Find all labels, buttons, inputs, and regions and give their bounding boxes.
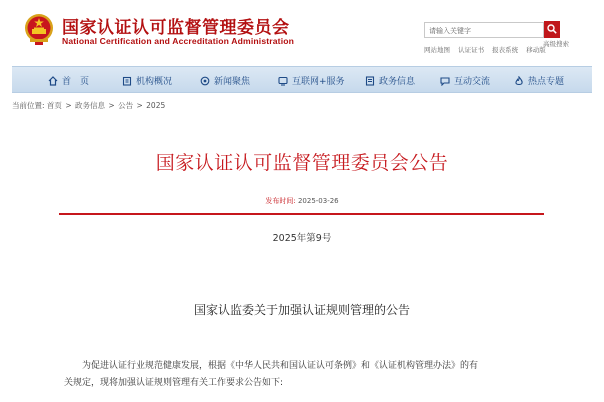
national-emblem-icon[interactable] [23, 12, 55, 46]
nav-item-gov-info[interactable]: 政务信息 [365, 67, 415, 94]
title-divider [59, 213, 544, 215]
hot-topic-icon [514, 76, 524, 86]
breadcrumb-separator: > [136, 101, 143, 110]
building-icon [122, 76, 132, 86]
org-name-en[interactable]: National Certification and Accreditation Administration [62, 36, 295, 46]
article-paragraph [64, 358, 542, 392]
news-icon [200, 76, 210, 86]
publish-date [0, 196, 604, 206]
publish-date-value: 2025-03-26 [297, 197, 339, 205]
site-header [0, 0, 604, 62]
breadcrumb [12, 100, 165, 111]
main-nav [12, 66, 592, 93]
nav-item-services[interactable]: 互联网+服务 [278, 67, 345, 94]
paragraph-line: 关规定，现将加强认证规则管理有关工作要求公告如下: [64, 378, 284, 388]
quick-link[interactable]: 移动版 [526, 46, 546, 54]
breadcrumb-separator: > [65, 101, 72, 110]
search-icon [547, 24, 557, 34]
nav-item-interaction[interactable]: 互动交流 [440, 67, 490, 94]
advanced-search-link[interactable]: 高级搜索 [543, 40, 569, 48]
breadcrumb-separator: > [108, 101, 115, 110]
quick-link[interactable]: 认证证书 [458, 46, 485, 54]
service-icon [278, 76, 288, 86]
home-icon [48, 76, 58, 86]
info-icon [365, 76, 375, 86]
breadcrumb-item[interactable]: 政务信息 [75, 101, 105, 110]
document-number: 2025年第9号 [272, 233, 332, 244]
chat-icon [440, 76, 450, 86]
search-input[interactable]: 请输入关键字 [424, 22, 544, 38]
org-name-cn[interactable]: 国家认证认可监督管理委员会 [62, 18, 290, 38]
nav-item-home[interactable]: 首 页 [48, 67, 89, 94]
nav-item-news[interactable]: 新闻聚焦 [200, 67, 250, 94]
quick-link[interactable]: 报表系统 [492, 46, 519, 54]
quick-link[interactable]: 网站地图 [424, 46, 450, 54]
quick-links [424, 45, 552, 54]
breadcrumb-item[interactable]: 2025 [146, 101, 166, 110]
breadcrumb-item[interactable]: 公告 [118, 101, 134, 110]
breadcrumb-prefix: 当前位置: [12, 101, 45, 110]
publish-date-label: 发布时间: [265, 197, 296, 205]
nav-item-hot-topics[interactable]: 热点专题 [514, 67, 564, 94]
article-title: 国家认证认可监督管理委员会公告 [155, 152, 449, 174]
document-title: 国家认监委关于加强认证规则管理的公告 [193, 303, 410, 317]
search-button[interactable] [544, 21, 560, 38]
article-content [0, 112, 604, 402]
breadcrumb-item[interactable]: 首页 [46, 101, 62, 110]
paragraph-line: 为促进认证行业规范健康发展，根据《中华人民共和国认证认可条例》和《认证机构管理办法》的有 [82, 361, 479, 371]
nav-item-about[interactable]: 机构概况 [122, 67, 172, 94]
